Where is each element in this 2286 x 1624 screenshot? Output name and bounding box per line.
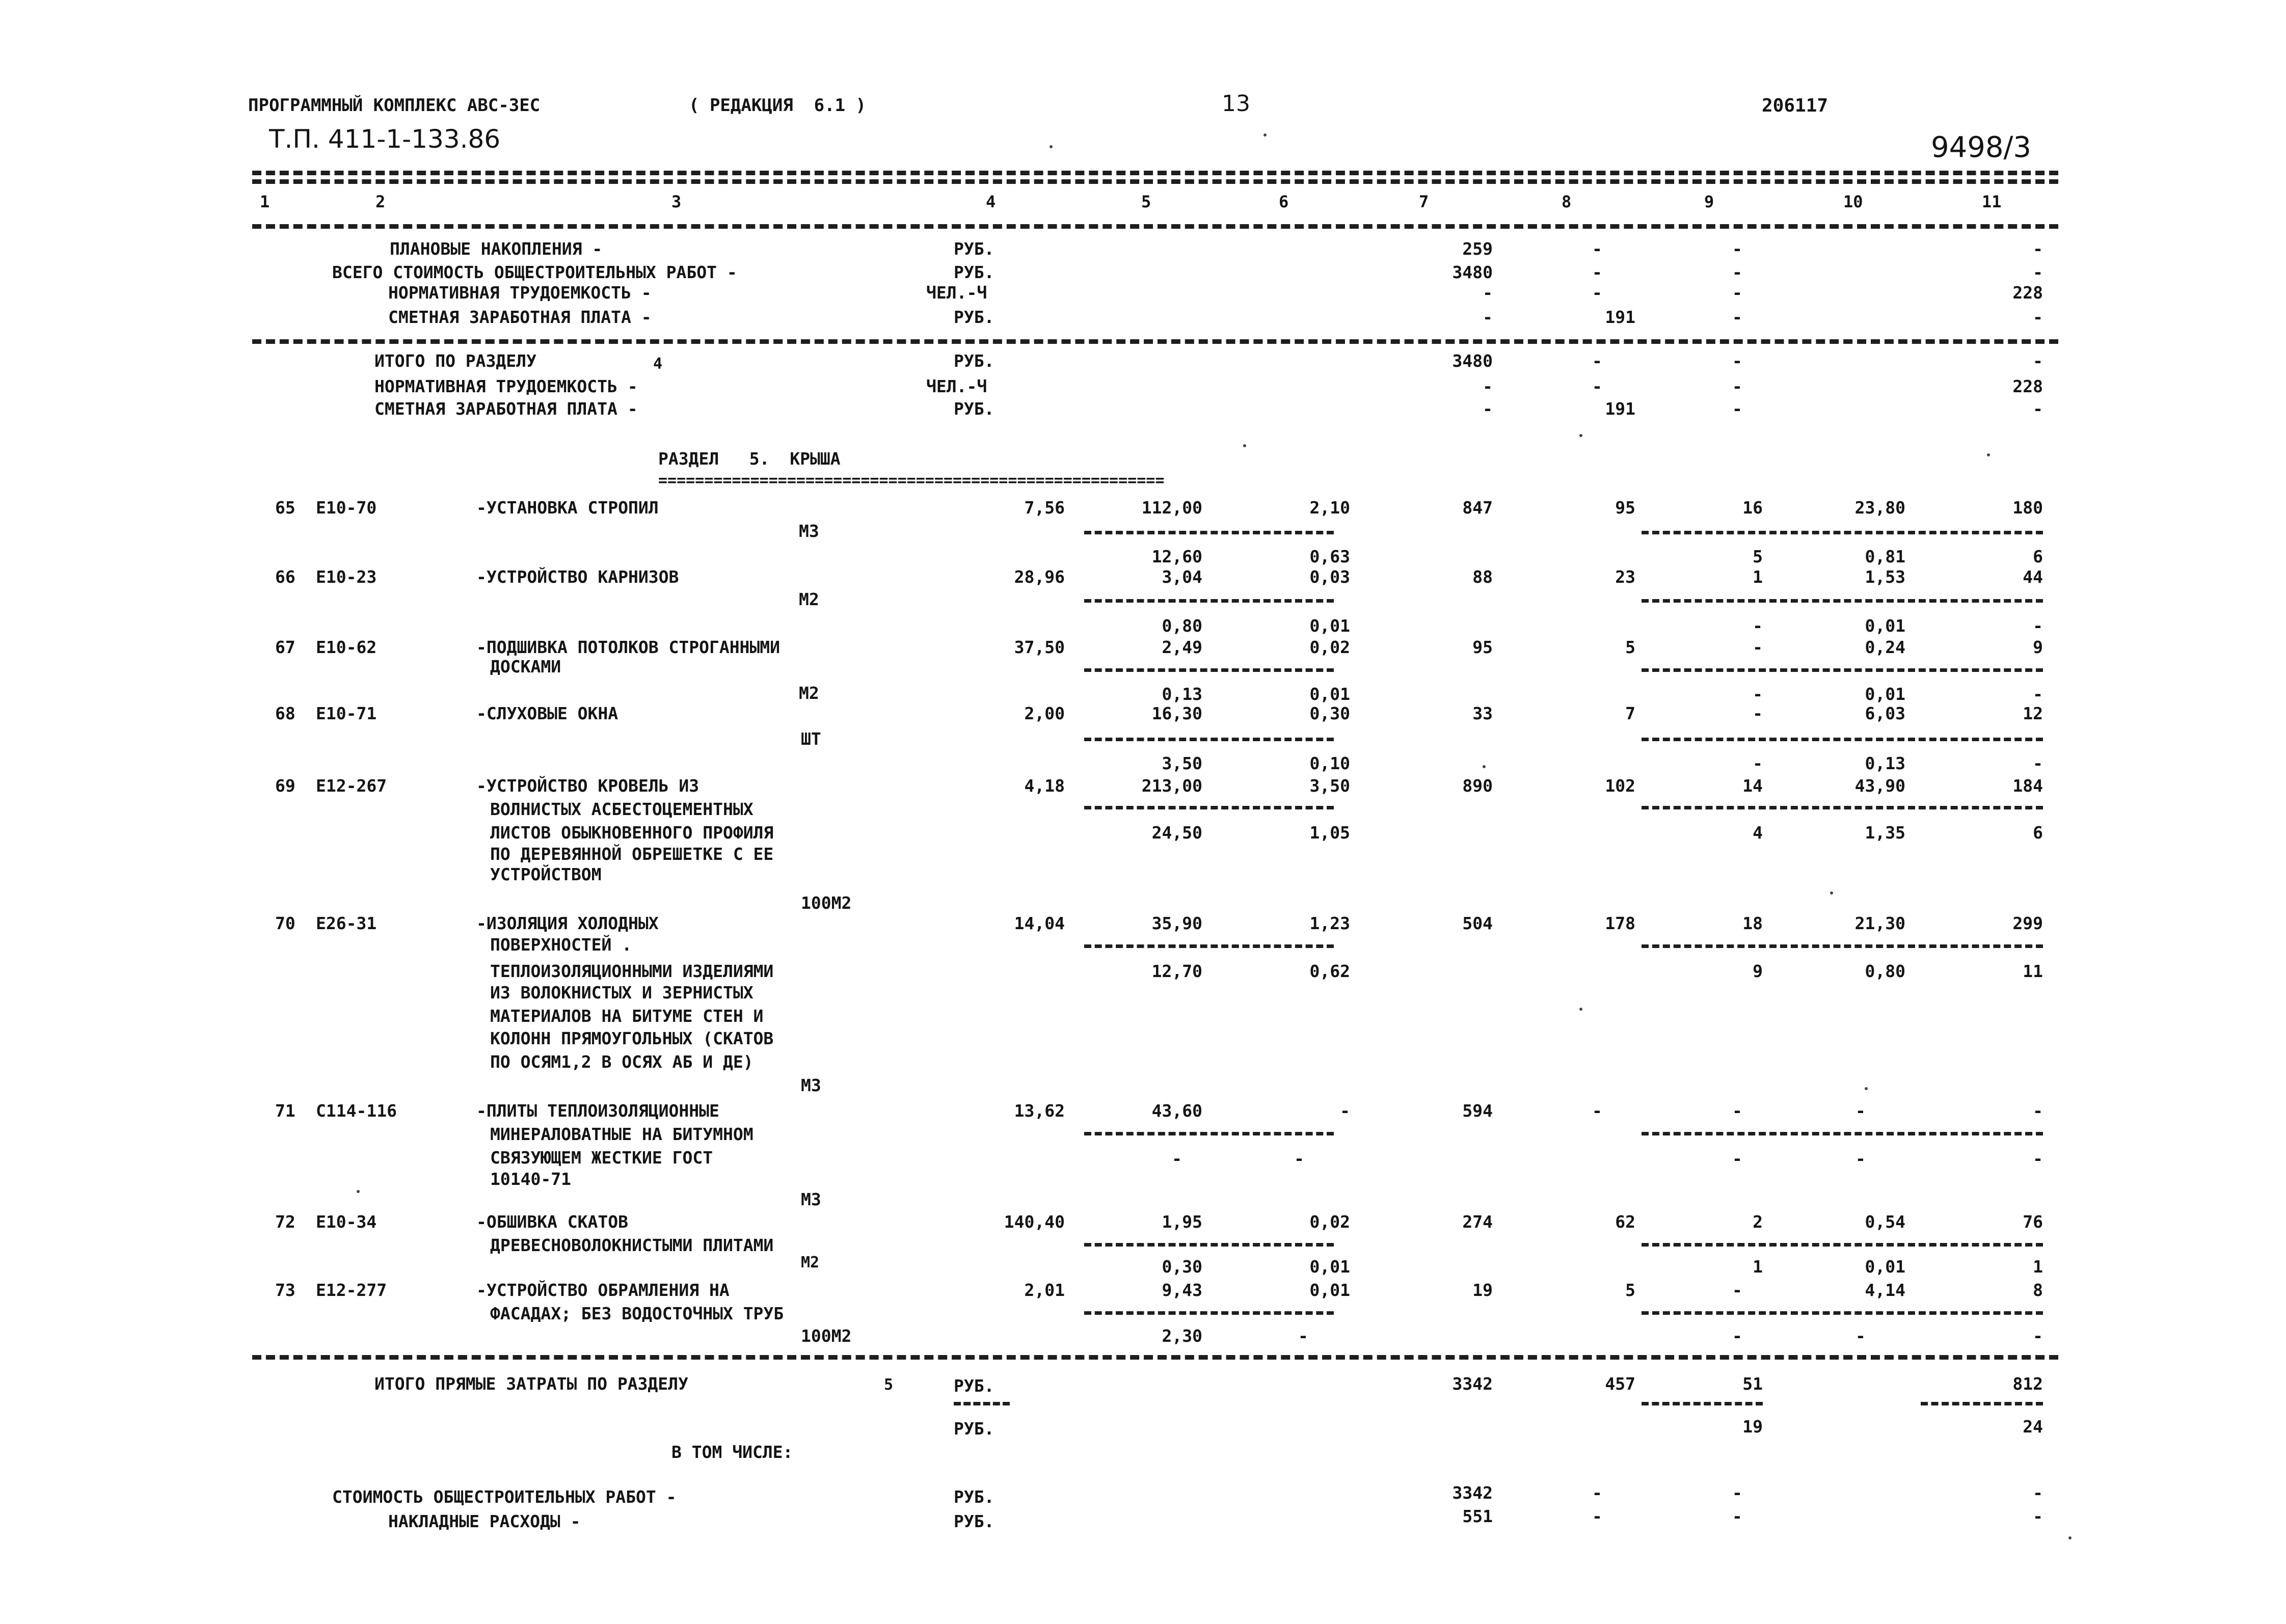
underline [1642,1132,2043,1135]
labor-unit-sub: - [1855,1149,1866,1169]
item-description: -УСТРОЙСТВО ОБРАМЛЕНИЯ НА [476,1280,730,1300]
header-rule [252,224,2058,229]
estimated-wages-label: СМЕТНАЯ ЗАРАБОТНАЯ ПЛАТА - [388,307,652,327]
col-header-10: 10 [1843,192,1863,211]
unit-price-sub: 3,50 [1162,753,1202,773]
col-header-3: 3 [671,192,682,211]
item-number: 67 [275,637,295,657]
unit: РУБ. [954,262,994,282]
unit-price-sub: 2,30 [1162,1326,1202,1346]
underline [1642,806,2043,809]
labor-total: 8 [2033,1280,2043,1300]
value-col11: - [2033,1506,2043,1526]
labor-total: 299 [2012,913,2043,933]
machine-cost-sub: - [1732,1149,1742,1169]
value-col11: 228 [2012,283,2043,303]
value-col8: 191 [1605,307,1635,327]
item-description: -ОБШИВКА СКАТОВ [476,1212,629,1232]
top-rule-2 [252,179,2058,184]
machine-cost: 1 [1753,567,1763,587]
unit-wage: 2,10 [1309,498,1350,518]
unit-price: 3,04 [1162,567,1202,587]
item-code: Е10-70 [316,498,377,518]
overhead-label: НАКЛАДНЫЕ РАСХОДЫ - [388,1511,581,1531]
item-description-2: ПОВЕРХНОСТЕЙ . [490,935,632,955]
unit: РУБ. [954,1419,994,1439]
item-number: 70 [275,913,295,933]
scan-speck [1865,1087,1868,1090]
value-col9: 19 [1742,1417,1763,1437]
program-edition: ( РЕДАКЦИЯ 6.1 ) [689,95,866,116]
item-number: 68 [275,703,295,723]
labor-total: 180 [2012,498,2043,518]
total-cost: 95 [1472,637,1493,657]
machine-cost-sub: 1 [1753,1257,1763,1277]
value-col9: - [1732,1483,1742,1503]
value-col9: - [1732,1506,1742,1526]
value-col11: - [2033,239,2043,259]
item-quantity: 37,50 [1014,637,1065,657]
machine-cost: - [1753,637,1763,657]
item-number: 73 [275,1280,295,1300]
machine-cost-sub: - [1753,753,1763,773]
item-unit: 100М2 [801,893,852,913]
value-col8: - [1592,376,1602,396]
col-header-5: 5 [1141,192,1151,211]
item-number: 72 [275,1212,295,1232]
value-col8: - [1592,283,1602,303]
item-quantity: 28,96 [1014,567,1065,587]
unit-wage-sub: 0,01 [1309,616,1350,636]
total-general-works-label: ВСЕГО СТОИМОСТЬ ОБЩЕСТРОИТЕЛЬНЫХ РАБОТ - [332,262,737,282]
unit-price-sub: 0,30 [1162,1257,1202,1277]
underline [1921,1402,2043,1405]
item-description-4: ИЗ ВОЛОКНИСТЫХ И ЗЕРНИСТЫХ [490,983,754,1003]
machine-cost-sub: 9 [1753,961,1763,981]
labor-total-sub: - [2033,616,2043,636]
total-wages: 5 [1625,1280,1635,1300]
unit-wage: 0,02 [1309,637,1350,657]
section-number: 4 [653,355,663,373]
unit-price-sub: 0,13 [1162,684,1202,704]
machine-cost: 14 [1742,776,1763,796]
total-wages: 102 [1605,776,1635,796]
total-cost: 274 [1462,1212,1493,1232]
labor-unit: - [1855,1101,1866,1121]
item-unit: М3 [801,1189,821,1209]
item-description: -СЛУХОВЫЕ ОКНА [476,703,618,723]
item-unit: М3 [801,1075,821,1095]
unit-wage-sub: 0,01 [1309,1257,1350,1277]
item-unit: 100М2 [801,1326,852,1346]
item-description-7: ПО ОСЯМ1,2 В ОСЯХ АБ И ДЕ) [490,1052,754,1072]
item-description: -ИЗОЛЯЦИЯ ХОЛОДНЫХ [476,913,659,933]
total-wages: 7 [1625,703,1635,723]
unit-price: 35,90 [1151,913,1202,933]
value-col8: - [1592,262,1602,282]
value-col7: 259 [1462,239,1493,259]
labor-unit-sub: 1,35 [1865,823,1905,843]
unit-wage-sub: 0,63 [1309,547,1350,566]
labor-total-sub: 11 [2023,961,2043,981]
including-label: В ТОМ ЧИСЛЕ: [671,1442,793,1462]
estimated-wages-label: СМЕТНАЯ ЗАРАБОТНАЯ ПЛАТА - [374,399,638,419]
item-description: -ПОДШИВКА ПОТОЛКОВ СТРОГАННЫМИ [476,637,781,657]
item-description-3: ТЕПЛОИЗОЛЯЦИОННЫМИ ИЗДЕЛИЯМИ [490,961,774,981]
sheet-code: 9498/3 [1931,131,2032,164]
labor-unit: 23,80 [1854,498,1905,518]
labor-total-sub: - [2033,753,2043,773]
total-wages: 62 [1615,1212,1635,1232]
item-description: -УСТРОЙСТВО КРОВЕЛЬ ИЗ [476,776,700,796]
value-col11: - [2033,399,2043,419]
unit-price: 2,49 [1162,637,1202,657]
machine-cost: 16 [1742,498,1763,518]
value-col7: 3342 [1452,1483,1493,1503]
underline [1642,944,2043,948]
item-description: -УСТАНОВКА СТРОПИЛ [476,498,659,518]
labor-unit: 21,30 [1854,913,1905,933]
machine-cost: - [1732,1101,1742,1121]
labor-total-sub: 6 [2033,823,2043,843]
item-unit: М2 [799,589,819,609]
value-col8: 191 [1605,399,1635,419]
unit-wage: 0,30 [1309,703,1350,723]
labor-total: 12 [2023,703,2043,723]
value-col11: - [2033,351,2043,371]
item-code: Е26-31 [316,913,377,933]
item-code: Е10-34 [316,1212,377,1232]
value-col8: - [1592,351,1602,371]
page-number: 13 [1222,91,1250,117]
unit-price: 213,00 [1141,776,1202,796]
unit-wage: - [1340,1101,1350,1121]
planned-savings-label: ПЛАНОВЫЕ НАКОПЛЕНИЯ - [390,239,603,259]
item-number: 69 [275,776,295,796]
item-description-3: ЛИСТОВ ОБЫКНОВЕННОГО ПРОФИЛЯ [490,823,774,843]
scan-speck [1579,1008,1582,1011]
item-description-2: ВОЛНИСТЫХ АСБЕСТОЦЕМЕНТНЫХ [490,799,754,819]
value-col7: - [1483,283,1493,303]
labor-unit: 1,53 [1865,567,1905,587]
unit: РУБ. [954,351,994,371]
col-header-9: 9 [1704,192,1714,211]
value-col8: - [1592,1483,1602,1503]
unit-price: 43,60 [1151,1101,1202,1121]
underline [1642,599,2043,603]
machine-cost: 18 [1742,913,1763,933]
col-header-6: 6 [1279,192,1289,211]
underline [1642,1311,2043,1315]
value-col7: 551 [1462,1506,1493,1526]
unit-price-sub: - [1172,1149,1182,1169]
unit-wage-sub: 1,05 [1309,823,1350,843]
item-code: Е10-23 [316,567,377,587]
unit-price-sub: 12,70 [1151,961,1202,981]
value-col7: 3342 [1452,1374,1493,1394]
machine-cost-sub: - [1732,1326,1742,1346]
unit: РУБ. [954,239,994,259]
labor-unit-sub: 0,01 [1865,1257,1905,1277]
unit-price-sub: 24,50 [1151,823,1202,843]
value-col7: 3480 [1452,351,1493,371]
item-quantity: 140,40 [1004,1212,1065,1232]
item-quantity: 2,00 [1024,703,1065,723]
underline [1084,944,1334,948]
item-unit: М2 [799,683,819,703]
scan-speck [1987,453,1990,456]
item-description: -ПЛИТЫ ТЕПЛОИЗОЛЯЦИОННЫЕ [476,1101,719,1121]
unit-wage-sub: 0,01 [1309,684,1350,704]
machine-cost: - [1753,703,1763,723]
unit-wage: 0,03 [1309,567,1350,587]
value-col11: 24 [2023,1417,2043,1437]
unit-price: 112,00 [1141,498,1202,518]
machine-cost-sub: 5 [1753,547,1763,566]
item-description-4: 10140-71 [490,1169,571,1189]
section5-rule [252,1355,2058,1360]
unit: РУБ. [954,399,994,419]
total-wages: 5 [1625,637,1635,657]
scan-speck [357,1190,360,1193]
item-description-6: КОЛОНН ПРЯМОУГОЛЬНЫХ (СКАТОВ [490,1028,774,1048]
labor-unit-sub: 0,13 [1865,753,1905,773]
item-code: С114-116 [316,1101,397,1121]
item-description-2: ДОСКАМИ [490,657,561,676]
col-header-11: 11 [1982,192,2002,211]
item-unit: М2 [801,1254,820,1271]
labor-total: - [2033,1101,2043,1121]
value-col8: - [1592,1506,1602,1526]
value-col7: 3480 [1452,262,1493,282]
item-quantity: 2,01 [1024,1280,1065,1300]
program-name: ПРОГРАММНЫЙ КОМПЛЕКС АВС-3ЕС [248,95,541,116]
value-col8: - [1592,239,1602,259]
total-wages: 178 [1605,913,1635,933]
labor-unit: 0,54 [1865,1212,1905,1232]
value-col9: - [1732,399,1742,419]
section4-rule [252,339,2058,344]
underline [1642,738,2043,741]
total-wages: 23 [1615,567,1635,587]
item-quantity: 13,62 [1014,1101,1065,1121]
item-code: Е12-267 [316,776,387,796]
project-code: Т.П. 411-1-133.86 [269,124,501,154]
value-col7: - [1483,399,1493,419]
labor-unit: 43,90 [1854,776,1905,796]
labor-unit: 4,14 [1865,1280,1905,1300]
top-rule [252,171,2058,175]
value-col11: - [2033,262,2043,282]
item-unit: ШТ [801,729,821,749]
col-header-1: 1 [260,192,270,211]
underline [1084,1243,1334,1247]
item-description-2: ФАСАДАХ; БЕЗ ВОДОСТОЧНЫХ ТРУБ [490,1304,784,1323]
item-quantity: 7,56 [1024,498,1065,518]
unit-price-sub: 12,60 [1151,547,1202,566]
col-header-7: 7 [1419,192,1429,211]
underline [1642,668,2043,672]
underline [1642,1402,1763,1405]
unit: ЧЕЛ.-Ч [926,283,987,303]
scan-speck [1243,444,1246,447]
total-cost: 504 [1462,913,1493,933]
scan-speck [1483,765,1486,768]
total-cost: 890 [1462,776,1493,796]
underline [954,1402,1010,1405]
value-col9: - [1732,351,1742,371]
labor-total-sub: 6 [2033,547,2043,566]
labor-unit-sub: 0,01 [1865,616,1905,636]
total-cost: 88 [1472,567,1493,587]
col-header-2: 2 [375,192,386,211]
labor-unit: 6,03 [1865,703,1905,723]
value-col7: - [1483,307,1493,327]
value-col11: - [2033,1483,2043,1503]
value-col9: - [1732,239,1742,259]
machine-cost-sub: 4 [1753,823,1763,843]
item-quantity: 4,18 [1024,776,1065,796]
item-description: -УСТРОЙСТВО КАРНИЗОВ [476,567,679,587]
total-cost: 19 [1472,1280,1493,1300]
section5-title: РАЗДЕЛ 5. КРЫША [658,449,841,469]
machine-cost-sub: - [1753,616,1763,636]
total-cost: 33 [1472,703,1493,723]
labor-total-sub: 1 [2033,1257,2043,1277]
labor-total-sub: - [2033,1149,2043,1169]
total-cost: 847 [1462,498,1493,518]
unit: РУБ. [954,1376,994,1396]
unit: ЧЕЛ.-Ч [926,376,987,396]
underline [1642,531,2043,534]
labor-unit-sub: 0,01 [1865,684,1905,704]
section-total-label: ИТОГО ПРЯМЫЕ ЗАТРАТЫ ПО РАЗДЕЛУ [374,1374,688,1394]
scan-speck [1050,145,1053,148]
unit-wage: 3,50 [1309,776,1350,796]
value-col9: - [1732,262,1742,282]
general-works-cost-label: СТОИМОСТЬ ОБЩЕСТРОИТЕЛЬНЫХ РАБОТ - [332,1487,677,1507]
labor-unit-sub: 0,80 [1865,961,1905,981]
underline [1084,599,1334,603]
unit-wage-sub: 0,62 [1309,961,1350,981]
item-number: 66 [275,567,295,587]
underline [1084,1311,1334,1315]
value-col11: 228 [2012,376,2043,396]
unit-wage: 1,23 [1309,913,1350,933]
section5-underline: ======================================================= [658,472,1165,489]
labor-unit-sub: - [1855,1326,1866,1346]
underline [1642,1243,2043,1247]
value-col11: - [2033,307,2043,327]
labor-unit: 0,24 [1865,637,1905,657]
machine-cost: 2 [1753,1212,1763,1232]
unit-price: 16,30 [1151,703,1202,723]
item-code: Е12-277 [316,1280,387,1300]
underline [1084,668,1334,672]
underline [1084,1132,1334,1135]
unit: РУБ. [954,307,994,327]
labor-total: 44 [2023,567,2043,587]
item-description-2: ДРЕВЕСНОВОЛОКНИСТЫМИ ПЛИТАМИ [490,1235,774,1255]
underline [1084,531,1334,534]
unit-wage: 0,01 [1309,1280,1350,1300]
item-quantity: 14,04 [1014,913,1065,933]
value-col9: - [1732,376,1742,396]
item-description-2: МИНЕРАЛОВАТНЫЕ НА БИТУМНОМ [490,1124,754,1144]
scan-speck [2068,1536,2072,1539]
underline [1084,738,1334,741]
item-description-5: УСТРОЙСТВОМ [490,864,602,884]
unit-price: 1,95 [1162,1212,1202,1232]
unit-wage: 0,02 [1309,1212,1350,1232]
labor-intensity-label: НОРМАТИВНАЯ ТРУДОЕМКОСТЬ - [388,283,652,303]
unit-price-sub: 0,80 [1162,616,1202,636]
value-col9: - [1732,307,1742,327]
scan-speck [1263,133,1267,137]
item-code: Е10-62 [316,637,377,657]
scan-speck [1579,434,1582,437]
labor-total: 9 [2033,637,2043,657]
labor-total: 184 [2012,776,2043,796]
col-header-4: 4 [986,192,996,211]
unit-wage-sub: - [1294,1149,1304,1169]
value-col7: - [1483,376,1493,396]
section-total-label: ИТОГО ПО РАЗДЕЛУ [374,351,536,371]
unit-price: 9,43 [1162,1280,1202,1300]
labor-total: 76 [2023,1212,2043,1232]
item-code: Е10-71 [316,703,377,723]
unit-wage-sub: 0,10 [1309,753,1350,773]
item-number: 71 [275,1101,295,1121]
scan-speck [1830,891,1833,895]
item-description-3: СВЯЗУЮЩЕМ ЖЕСТКИЕ ГОСТ [490,1148,713,1168]
value-col11: 812 [2012,1374,2043,1394]
unit: РУБ. [954,1511,994,1531]
value-col8: 457 [1605,1374,1635,1394]
total-wages: - [1592,1101,1602,1121]
item-unit: М3 [799,521,819,541]
document-code: 206117 [1762,95,1828,116]
value-col9: 51 [1742,1374,1763,1394]
labor-total-sub: - [2033,684,2043,704]
unit: РУБ. [954,1487,994,1507]
col-header-8: 8 [1562,192,1572,211]
item-number: 65 [275,498,295,518]
item-description-5: МАТЕРИАЛОВ НА БИТУМЕ СТЕН И [490,1006,764,1026]
value-col9: - [1732,283,1742,303]
labor-unit-sub: 0,81 [1865,547,1905,566]
machine-cost: - [1732,1280,1742,1300]
labor-total-sub: - [2033,1326,2043,1346]
machine-cost-sub: - [1753,684,1763,704]
unit-wage-sub: - [1298,1326,1308,1346]
underline [1084,806,1334,809]
total-cost: 594 [1462,1101,1493,1121]
item-description-4: ПО ДЕРЕВЯННОЙ ОБРЕШЕТКЕ С ЕЕ [490,844,774,864]
total-wages: 95 [1615,498,1635,518]
labor-intensity-label: НОРМАТИВНАЯ ТРУДОЕМКОСТЬ - [374,376,638,396]
section-number: 5 [884,1376,894,1394]
